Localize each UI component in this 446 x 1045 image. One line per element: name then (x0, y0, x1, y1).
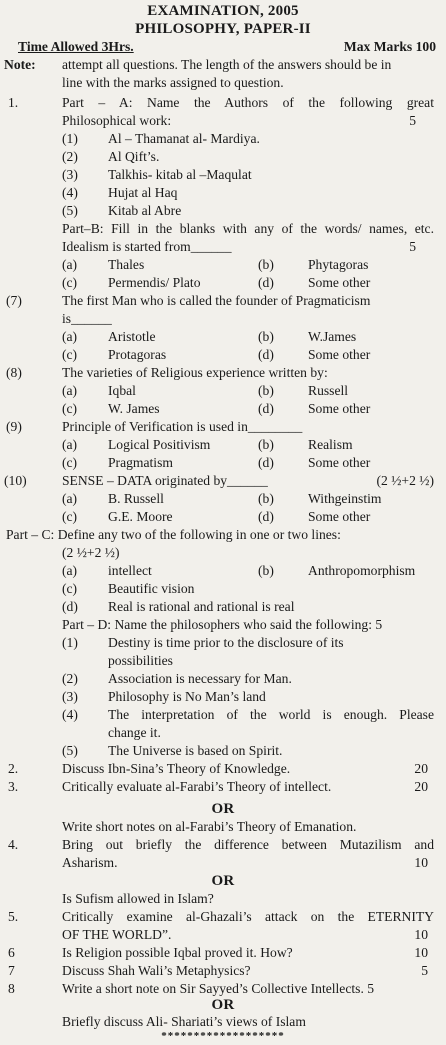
work-5-num: (5) (62, 203, 78, 218)
quote-text: Association is necessary for Man. (108, 671, 292, 686)
work-4-num: (4) (62, 185, 78, 200)
quote-text: Philosophy is No Man’s land (108, 689, 266, 704)
option-label: (c) (62, 347, 78, 362)
option-text: Iqbal (108, 383, 136, 398)
q8-number-main: 8 (8, 981, 15, 996)
q3-marks: 20 (414, 779, 428, 794)
work-4-title: Hujat al Haq (108, 185, 178, 200)
q8-alt-text: Briefly discuss Ali- Shariati’s views of Islam (62, 1014, 306, 1029)
part-c-marks: (2 ½+2 ½) (62, 545, 120, 560)
option-label: (b) (258, 257, 274, 272)
option-text: W. James (108, 401, 160, 416)
option-text: Protagoras (108, 347, 167, 362)
quote-text-2: change it. (108, 725, 161, 740)
option-text: intellect (108, 563, 152, 578)
or-divider: OR (211, 997, 235, 1013)
option-label: (a) (62, 257, 78, 272)
q5-text-2: OF THE WORLD”. (62, 927, 172, 942)
option-label: (a) (62, 563, 78, 578)
work-2-title: Al Qift’s. (108, 149, 160, 164)
note-line-2: line with the marks assigned to question. (62, 75, 284, 90)
option-label: (a) (62, 383, 78, 398)
option-text: Pragmatism (108, 455, 173, 470)
q2-marks: 20 (414, 761, 428, 776)
q9-stem: Principle of Verification is used in________ (62, 419, 303, 434)
or-divider: OR (211, 873, 235, 889)
option-label: (c) (62, 401, 78, 416)
quote-num: (3) (62, 689, 78, 704)
q7-marks: 5 (421, 963, 428, 978)
option-text: W.James (308, 329, 357, 344)
q4-text-2: Asharism. (62, 855, 118, 870)
part-b-marks: 5 (409, 239, 416, 254)
q3-text: Critically evaluate al-Farabi’s Theory of intellect. (62, 779, 332, 794)
q10-marks: (2 ½+2 ½) (376, 473, 434, 488)
work-5-title: Kitab al Abre (108, 203, 182, 218)
q4-number: 4. (8, 837, 19, 852)
option-label: (a) (62, 437, 78, 452)
q6-text: Is Religion possible Iqbal proved it. How? (62, 945, 293, 960)
option-text: G.E. Moore (108, 509, 173, 524)
part-b-heading: Part–B: Fill in the blanks with any of the words/ names, etc. (62, 221, 434, 236)
option-text: Anthropomorphism (308, 563, 416, 578)
q7-number-main: 7 (8, 963, 15, 978)
option-text: Permendis/ Plato (108, 275, 201, 290)
part-d-heading: Part – D: Name the philosophers who said the following: 5 (62, 617, 383, 632)
q7-number: (7) (6, 293, 22, 308)
quote-text-2: possibilities (108, 653, 173, 668)
q6-stem: Idealism is started from______ (62, 239, 232, 254)
part-a-heading: Part – A: Name the Authors of the following great (62, 95, 434, 110)
quote-num: (5) (62, 743, 78, 758)
option-label: (b) (258, 383, 274, 398)
q8-stem: The varieties of Religious experience written by: (62, 365, 328, 380)
option-text: Some other (308, 347, 371, 362)
option-label: (b) (258, 491, 274, 506)
q6-marks: 10 (414, 945, 428, 960)
option-text: Aristotle (108, 329, 156, 344)
q7-text: Discuss Shah Wali’s Metaphysics? (62, 963, 251, 978)
option-label: (c) (62, 581, 78, 596)
q6-number: 6 (8, 945, 15, 960)
q4-marks: 10 (414, 855, 428, 870)
option-label: (d) (258, 275, 274, 290)
option-label: (a) (62, 491, 78, 506)
part-c-heading: Part – C: Define any two of the following in one or two lines: (6, 527, 341, 542)
option-label: (b) (258, 563, 274, 578)
option-text: B. Russell (108, 491, 164, 506)
option-text: Some other (308, 509, 371, 524)
q7-stem-2: is______ (62, 311, 112, 326)
option-label: (d) (258, 401, 274, 416)
work-3-title: Talkhis- kitab al –Maqulat (108, 167, 252, 182)
quote-num: (4) (62, 707, 78, 722)
option-text: Beautific vision (108, 581, 195, 596)
q3-alt-text: Write short notes on al-Farabi’s Theory of Emanation. (62, 819, 357, 834)
max-marks: Max Marks 100 (343, 39, 436, 54)
q5-text: Critically examine al-Ghazali’s attack on the ETERNITY (62, 909, 434, 924)
work-3-num: (3) (62, 167, 78, 182)
quote-text: Destiny is time prior to the disclosure of its (108, 635, 344, 650)
option-label: (b) (258, 329, 274, 344)
option-text: Some other (308, 401, 371, 416)
option-label: (c) (62, 455, 78, 470)
work-1-num: (1) (62, 131, 78, 146)
option-text: Real is rational and rational is real (108, 599, 295, 614)
q9-number: (9) (6, 419, 22, 434)
q10-stem: SENSE – DATA originated by______ (62, 473, 268, 488)
option-label: (d) (258, 455, 274, 470)
q2-text: Discuss Ibn-Sina’s Theory of Knowledge. (62, 761, 291, 776)
option-text: Russell (308, 383, 349, 398)
option-label: (c) (62, 275, 78, 290)
or-divider: OR (211, 801, 235, 817)
quote-num: (1) (62, 635, 78, 650)
quote-text: The Universe is based on Spirit. (108, 743, 283, 758)
option-label: (a) (62, 329, 78, 344)
exam-title: EXAMINATION, 2005 (147, 3, 299, 19)
q4-text: Bring out briefly the difference between Mutazilism and (62, 837, 434, 852)
end-stars: ******************* (161, 1030, 285, 1042)
q8-number: (8) (6, 365, 22, 380)
q8-text: Write a short note on Sir Sayyed’s Collective Intellects. 5 (62, 981, 375, 996)
option-text: Logical Positivism (108, 437, 211, 452)
q1-number: 1. (8, 95, 19, 110)
option-text: Phytagoras (308, 257, 369, 272)
option-label: (b) (258, 437, 274, 452)
q4-alt-text: Is Sufism allowed in Islam? (62, 891, 214, 906)
option-text: Withgeinstim (308, 491, 382, 506)
q2-number: 2. (8, 761, 19, 776)
paper-title: PHILOSOPHY, PAPER-II (135, 21, 311, 37)
time-allowed: Time Allowed 3Hrs. (18, 39, 134, 54)
part-a-marks: 5 (409, 113, 416, 128)
quote-num: (2) (62, 671, 78, 686)
work-2-num: (2) (62, 149, 78, 164)
part-a-heading-2: Philosophical work: (62, 113, 172, 128)
q10-number: (10) (4, 473, 27, 488)
option-label: (d) (62, 599, 78, 614)
option-label: (d) (258, 509, 274, 524)
option-text: Some other (308, 275, 371, 290)
option-text: Some other (308, 455, 371, 470)
note-label: Note: (4, 57, 36, 72)
q7-stem: The first Man who is called the founder of Pragmaticism (62, 293, 371, 308)
option-text: Thales (108, 257, 145, 272)
q5-number: 5. (8, 909, 19, 924)
q3-number: 3. (8, 779, 19, 794)
q5-marks: 10 (414, 927, 428, 942)
option-label: (c) (62, 509, 78, 524)
option-text: Realism (308, 437, 353, 452)
option-label: (d) (258, 347, 274, 362)
note-line-1: attempt all questions. The length of the answers should be in (62, 57, 392, 72)
work-1-title: Al – Thamanat al- Mardiya. (108, 131, 260, 146)
quote-text: The interpretation of the world is enough. Please (108, 707, 434, 722)
